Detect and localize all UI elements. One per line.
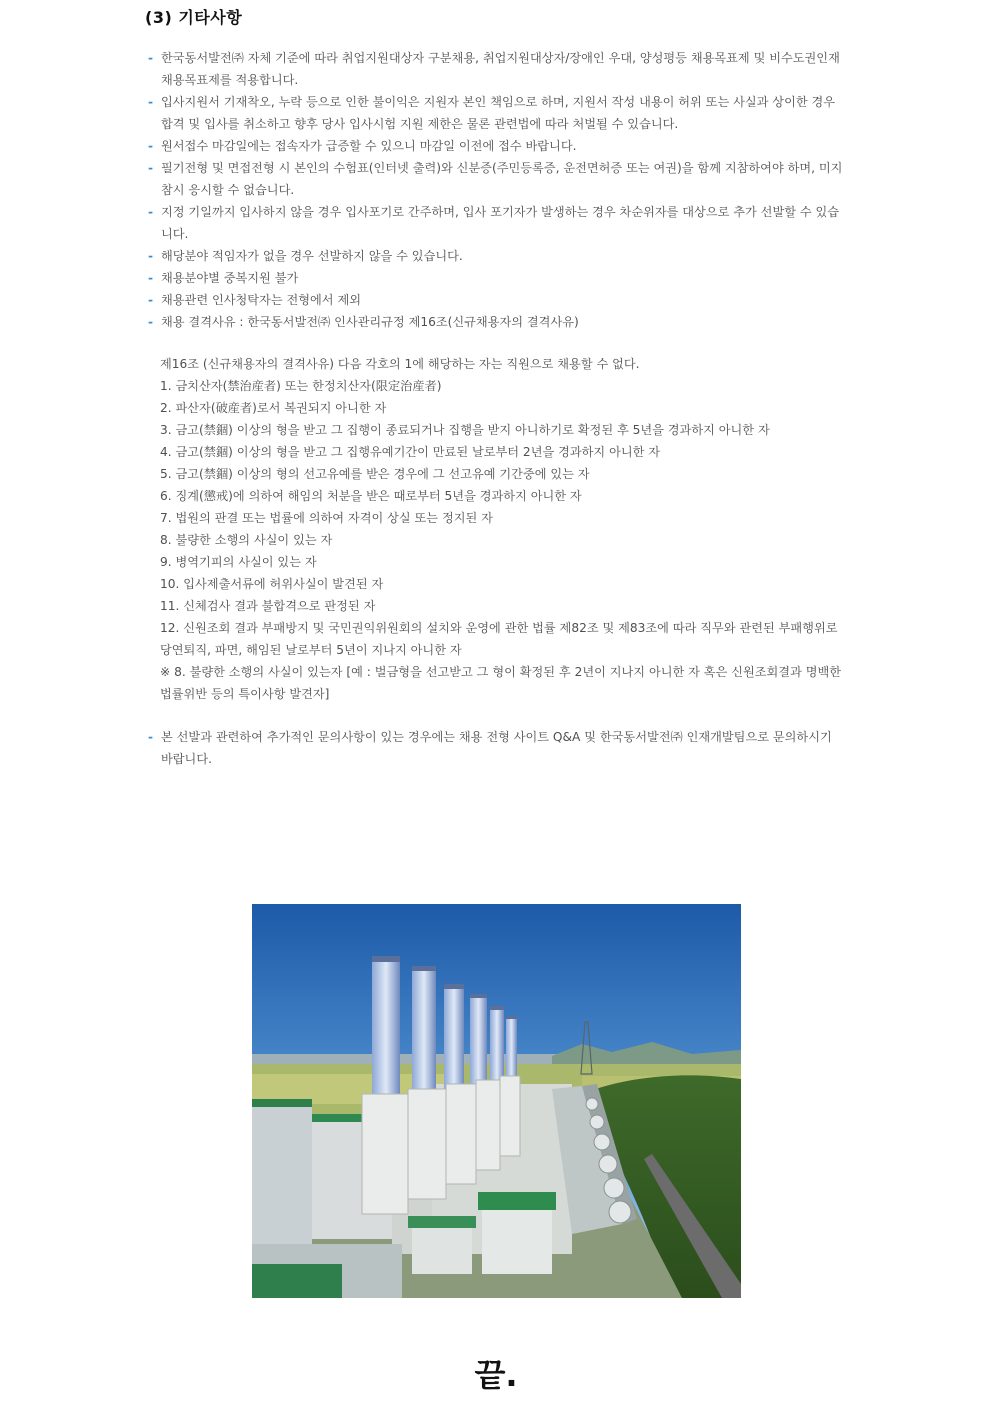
section-title: (3) 기타사항 <box>145 8 243 27</box>
note-text: 해당분야 적임자가 없을 경우 선발하지 않을 수 있습니다. <box>161 249 463 263</box>
article-item: 1. 금치산자(禁治産者) 또는 한정치산자(限定治産者) <box>160 379 442 393</box>
bullet-icon: - <box>148 139 154 153</box>
article-intro: 제16조 (신규채용자의 결격사유) 다음 각호의 1에 해당하는 자는 직원으로 채용할 수 없다. <box>160 357 640 371</box>
note-item <box>146 267 846 289</box>
bullet-icon: - <box>148 51 154 65</box>
bullet-icon: - <box>148 95 154 109</box>
note-item <box>146 311 846 333</box>
article-item: 6. 징계(懲戒)에 의하여 해임의 처분을 받은 때로부터 5년을 경과하지 아니한 자 <box>160 489 582 503</box>
note-item <box>146 201 846 245</box>
article-item: 9. 병역기피의 사실이 있는 자 <box>160 555 317 569</box>
note-text: 채용관련 인사청탁자는 전형에서 제외 <box>161 293 361 307</box>
bullet-icon: - <box>148 293 154 307</box>
article-item: 12. 신원조회 결과 부패방지 및 국민권익위원회의 설치와 운영에 관한 법률 제82조 및 제83조에 따라 직무와 관련된 부패행위로 당연퇴직, 파면, 해임된 날로부터 5년이 지나지 아니한 자 <box>160 621 838 657</box>
note-item <box>146 289 846 311</box>
article-item: 5. 금고(禁錮) 이상의 형의 선고유예를 받은 경우에 그 선고유예 기간중에 있는 자 <box>160 467 590 481</box>
article-item: 11. 신체검사 결과 불합격으로 판정된 자 <box>160 599 376 613</box>
notes-list <box>146 47 846 333</box>
note-text: 채용 결격사유 : 한국동서발전㈜ 인사관리규정 제16조(신규채용자의 결격사유) <box>161 315 579 329</box>
contact-text: 본 선발과 관련하여 추가적인 문의사항이 있는 경우에는 채용 전형 사이트 Q&A 및 한국동서발전㈜ 인재개발팀으로 문의하시기 바랍니다. <box>161 730 832 766</box>
note-item <box>146 135 846 157</box>
note-text: 입사지원서 기재착오, 누락 등으로 인한 불이익은 지원자 본인 책임으로 하며, 지원서 작성 내용이 허위 또는 사실과 상이한 경우 합격 및 입사를 취소하고 향후 당사 입사시험 지원 제한은 물론 관련법에 따라 처벌될 수 있습니다. <box>161 95 836 131</box>
power-plant-photo <box>252 904 741 1298</box>
note-item <box>146 726 846 770</box>
article-item: 8. 불량한 소행의 사실이 있는 자 <box>160 533 333 547</box>
bullet-icon: - <box>148 249 154 263</box>
note-text: 지정 기일까지 입사하지 않을 경우 입사포기로 간주하며, 입사 포기자가 발생하는 경우 차순위자를 대상으로 추가 선발할 수 있습니다. <box>161 205 840 241</box>
bullet-icon: - <box>148 161 154 175</box>
bullet-icon: - <box>148 205 154 219</box>
article-item: 4. 금고(禁錮) 이상의 형을 받고 그 집행유예기간이 만료된 날로부터 2년을 경과하지 아니한 자 <box>160 445 661 459</box>
contact-note <box>146 726 846 770</box>
article-item: 2. 파산자(破産者)로서 복권되지 아니한 자 <box>160 401 387 415</box>
article-item: 10. 입사제출서류에 허위사실이 발견된 자 <box>160 577 384 591</box>
article-item: 7. 법원의 판결 또는 법률에 의하여 자격이 상실 또는 정지된 자 <box>160 511 493 525</box>
disqualification-article <box>160 353 850 705</box>
article-remark: ※ 8. 불량한 소행의 사실이 있는자 [예 : 벌금형을 선고받고 그 형이 확정된 후 2년이 지나지 아니한 자 혹은 신원조회결과 명백한 법률위반 등의 특이사항 발견자] <box>160 665 842 701</box>
note-text: 채용분야별 중복지원 불가 <box>161 271 299 285</box>
note-item <box>146 47 846 91</box>
article-item: 3. 금고(禁錮) 이상의 형을 받고 그 집행이 종료되거나 집행을 받지 아니하기로 확정된 후 5년을 경과하지 아니한 자 <box>160 423 770 437</box>
bullet-icon: - <box>148 315 154 329</box>
bullet-icon: - <box>148 271 154 285</box>
note-item <box>146 91 846 135</box>
note-item <box>146 157 846 201</box>
end-mark: 끝. <box>474 1356 518 1394</box>
note-text: 필기전형 및 면접전형 시 본인의 수험표(인터넷 출력)와 신분증(주민등록증, 운전면허증 또는 여권)을 함께 지참하여야 하며, 미지참시 응시할 수 없습니다. <box>161 161 843 197</box>
note-text: 원서접수 마감일에는 접속자가 급증할 수 있으니 마감일 이전에 접수 바랍니다. <box>161 139 577 153</box>
bullet-icon: - <box>148 730 154 744</box>
note-text: 한국동서발전㈜ 자체 기준에 따라 취업지원대상자 구분채용, 취업지원대상자/장애인 우대, 양성평등 채용목표제 및 비수도권인재 채용목표제를 적용합니다. <box>161 51 840 87</box>
note-item <box>146 245 846 267</box>
